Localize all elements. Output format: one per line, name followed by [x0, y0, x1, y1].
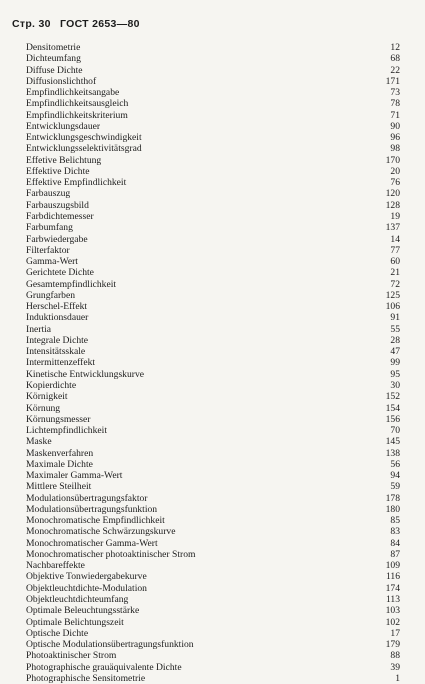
index-page-number: 84 [390, 537, 400, 549]
index-page-number: 78 [390, 98, 400, 110]
index-term: Optimale Beleuchtungsstärke [26, 605, 140, 617]
index-entry [26, 560, 400, 571]
index-term: Dichteumfang [26, 53, 81, 65]
index-page-number: 83 [390, 526, 400, 538]
index-entry [26, 391, 400, 402]
index-term: Mittlere Steilheit [26, 481, 92, 493]
index-term: Entwicklungsdauer [26, 120, 101, 132]
index-page-number: 28 [390, 334, 400, 346]
index-page-number: 178 [385, 492, 400, 504]
index-term: Diffuse Dichte [26, 64, 83, 76]
index-entry [26, 42, 400, 53]
index-term: Gesamtempfindlichkeit [26, 278, 117, 290]
index-term: Entwicklungsselektivitätsgrad [26, 143, 142, 155]
index-page-number: 87 [390, 548, 400, 560]
index-term: Gerichtete Dichte [26, 267, 94, 279]
index-entry [26, 493, 400, 504]
index-page-number: 156 [385, 413, 400, 425]
index-entry [26, 98, 400, 109]
index-page-number: 59 [390, 481, 400, 493]
index-entry [26, 245, 400, 256]
index-term: Grungfarben [26, 289, 76, 301]
index-page-number: 174 [385, 582, 400, 594]
index-page-number: 88 [390, 650, 400, 662]
index-page-number: 137 [385, 222, 400, 234]
index-term: Effektive Dichte [26, 165, 90, 177]
index-entry [26, 526, 400, 537]
index-term: Maximaler Gamma-Wert [26, 470, 123, 482]
index-term: Maskenverfahren [26, 447, 94, 459]
index-entry [26, 673, 400, 684]
index-page-number: 102 [385, 616, 400, 628]
page-number-label: Стр. 30 [12, 18, 51, 30]
index-entry [26, 459, 400, 470]
index-term: Empfindlichkeitskriterium [26, 109, 128, 121]
index-term: Inertia [26, 323, 52, 335]
index-term: Effetive Belichtung [26, 154, 102, 166]
index-term: Körnigkeit [26, 391, 68, 403]
index-term: Empfindlichkeitsangabe [26, 87, 120, 99]
index-term: Intensitätsskale [26, 346, 86, 358]
standard-designation: ГОСТ 2653—80 [59, 18, 140, 30]
index-entry [26, 211, 400, 222]
index-page-number: 99 [390, 357, 400, 369]
index-term: Monochromatischer Gamma-Wert [26, 537, 158, 549]
index-page-number: 73 [390, 87, 400, 99]
index-page-number: 1 [395, 672, 400, 684]
index-term: Entwicklungsgeschwindigkeit [26, 132, 142, 144]
index-entry [26, 279, 400, 290]
index-page-number: 128 [385, 199, 400, 211]
index-page-number: 22 [390, 64, 400, 76]
index-entry [26, 549, 400, 560]
index-entry [26, 380, 400, 391]
index-entry [26, 335, 400, 346]
index-term: Modulationsübertragungsfaktor [26, 492, 148, 504]
index-term: Objektleuchtdichteumfang [26, 594, 129, 606]
index-entry [26, 312, 400, 323]
index-page-number: 125 [385, 289, 400, 301]
index-entry [26, 650, 400, 661]
index-term: Monochromatische Schwärzungskurve [26, 526, 176, 538]
index-term: Gamma-Wert [26, 256, 78, 268]
index-entry [26, 617, 400, 628]
index-term: Densitometrie [26, 42, 81, 53]
index-term: Kinetische Entwicklungskurve [26, 368, 145, 380]
index-term: Empfindlichkeitsausgleich [26, 98, 129, 110]
index-page-number: 47 [390, 346, 400, 358]
index-page-number: 20 [390, 165, 400, 177]
index-term: Induktionsdauer [26, 312, 89, 324]
index-term: Modulationsübertragungsfunktion [26, 503, 158, 515]
index-page-number: 113 [385, 594, 400, 606]
index-entry [26, 256, 400, 267]
index-page-number: 55 [390, 323, 400, 335]
index-entry [26, 605, 400, 616]
index-page-number: 180 [385, 503, 400, 515]
index-entry [26, 639, 400, 650]
index-page-number: 116 [385, 571, 400, 583]
index-page-number: 96 [390, 132, 400, 144]
index-page-number: 179 [385, 639, 400, 651]
index-term: Farbwiedergabe [26, 233, 88, 245]
index-entry [26, 290, 400, 301]
index-page-number: 77 [390, 244, 400, 256]
index-entry [26, 267, 400, 278]
index-entry [26, 76, 400, 87]
index-page-number: 91 [390, 312, 400, 324]
index-entry [26, 324, 400, 335]
index-entry [26, 481, 400, 492]
index-page-number: 94 [390, 470, 400, 482]
index-term: Integrale Dichte [26, 334, 89, 346]
index-page-number: 109 [385, 560, 400, 572]
index-entry [26, 200, 400, 211]
index-entry [26, 414, 400, 425]
index-page-number: 21 [390, 267, 400, 279]
index-term: Diffusionslichthof [26, 75, 97, 87]
index-term: Farbumfang [26, 222, 73, 234]
index-term: Photoaktinischer Strom [26, 650, 117, 662]
index-page-number: 70 [390, 425, 400, 437]
index-page-number: 71 [390, 109, 400, 121]
index-term: Intermittenzeffekt [26, 357, 96, 369]
index-term: Maximale Dichte [26, 458, 93, 470]
index-term: Optische Modulationsübertragungsfunktion [26, 639, 194, 651]
index-entry [26, 448, 400, 459]
index-page-number: 85 [390, 515, 400, 527]
index-entry [26, 132, 400, 143]
index-entry [26, 571, 400, 582]
index-page-number: 138 [385, 447, 400, 459]
index-term: Filterfaktor [26, 244, 70, 256]
index-page-number: 17 [390, 627, 400, 639]
index-entry [26, 662, 400, 673]
index-entry [26, 301, 400, 312]
index-page-number: 154 [385, 402, 400, 414]
index-entry [26, 357, 400, 368]
index-page-number: 98 [390, 143, 400, 155]
index-page-number: 103 [385, 605, 400, 617]
index-entry [26, 369, 400, 380]
index-entry [26, 425, 400, 436]
index-page-number: 95 [390, 368, 400, 380]
index-entry [26, 155, 400, 166]
index-entry [26, 436, 400, 447]
index-page-number: 60 [390, 256, 400, 268]
index-term: Photographische grauäquivalente Dichte [26, 661, 182, 673]
index-page-number: 152 [385, 391, 400, 403]
index-entry [26, 166, 400, 177]
index-term: Photographische Sensitometrie [26, 672, 146, 684]
index-page-number: 12 [390, 42, 400, 53]
index-entry [26, 594, 400, 605]
index-entry [26, 222, 400, 233]
index-term: Optische Dichte [26, 627, 89, 639]
index-term: Monochromatische Empfindlichkeit [26, 515, 165, 527]
index-term: Farbauszugsbild [26, 199, 89, 211]
index-page-number: 170 [385, 154, 400, 166]
index-entry [26, 143, 400, 154]
index-term: Monochromatischer photoaktinischer Strom [26, 548, 196, 560]
index-page-number: 90 [390, 120, 400, 132]
index-entry [26, 346, 400, 357]
index-term: Körnungsmesser [26, 413, 91, 425]
index-entry [26, 583, 400, 594]
index-entry [26, 87, 400, 98]
index-term: Herschel-Effekt [26, 301, 88, 313]
index-entry [26, 121, 400, 132]
index-entry [26, 515, 400, 526]
index-term: Maske [26, 436, 52, 448]
index-entry [26, 53, 400, 64]
index-page-number: 171 [385, 75, 400, 87]
index-page-number: 19 [390, 210, 400, 222]
index-page-number: 120 [385, 188, 400, 200]
index-term: Optimale Belichtungszeit [26, 616, 124, 628]
index-term: Farbdichtemesser [26, 210, 94, 222]
page-header [12, 18, 146, 30]
index-term: Farbauszug [26, 188, 71, 200]
index-entry [26, 504, 400, 515]
index-entry [26, 403, 400, 414]
index-term: Lichtempfindlichkeit [26, 425, 107, 437]
index-entry [26, 234, 400, 245]
index-page-number: 72 [390, 278, 400, 290]
index-page-number: 76 [390, 177, 400, 189]
index-page-number: 30 [390, 379, 400, 391]
index-entry [26, 628, 400, 639]
index-page-number: 14 [390, 233, 400, 245]
index-page-number: 106 [385, 301, 400, 313]
index-entry [26, 470, 400, 481]
term-index [26, 42, 400, 684]
index-page-number: 39 [390, 661, 400, 673]
index-page-number: 68 [390, 53, 400, 65]
index-entry [26, 188, 400, 199]
index-entry [26, 110, 400, 121]
index-entry [26, 177, 400, 188]
index-page-number: 56 [390, 458, 400, 470]
index-term: Kopierdichte [26, 379, 77, 391]
index-page-number: 145 [385, 436, 400, 448]
index-term: Objektleuchtdichte-Modulation [26, 582, 147, 594]
index-term: Körnung [26, 402, 61, 414]
index-term: Nachbareffekte [26, 560, 85, 572]
index-term: Objektive Tonwiedergabekurve [26, 571, 147, 583]
index-term: Effektive Empfindlichkeit [26, 177, 127, 189]
index-entry [26, 538, 400, 549]
index-entry [26, 65, 400, 76]
